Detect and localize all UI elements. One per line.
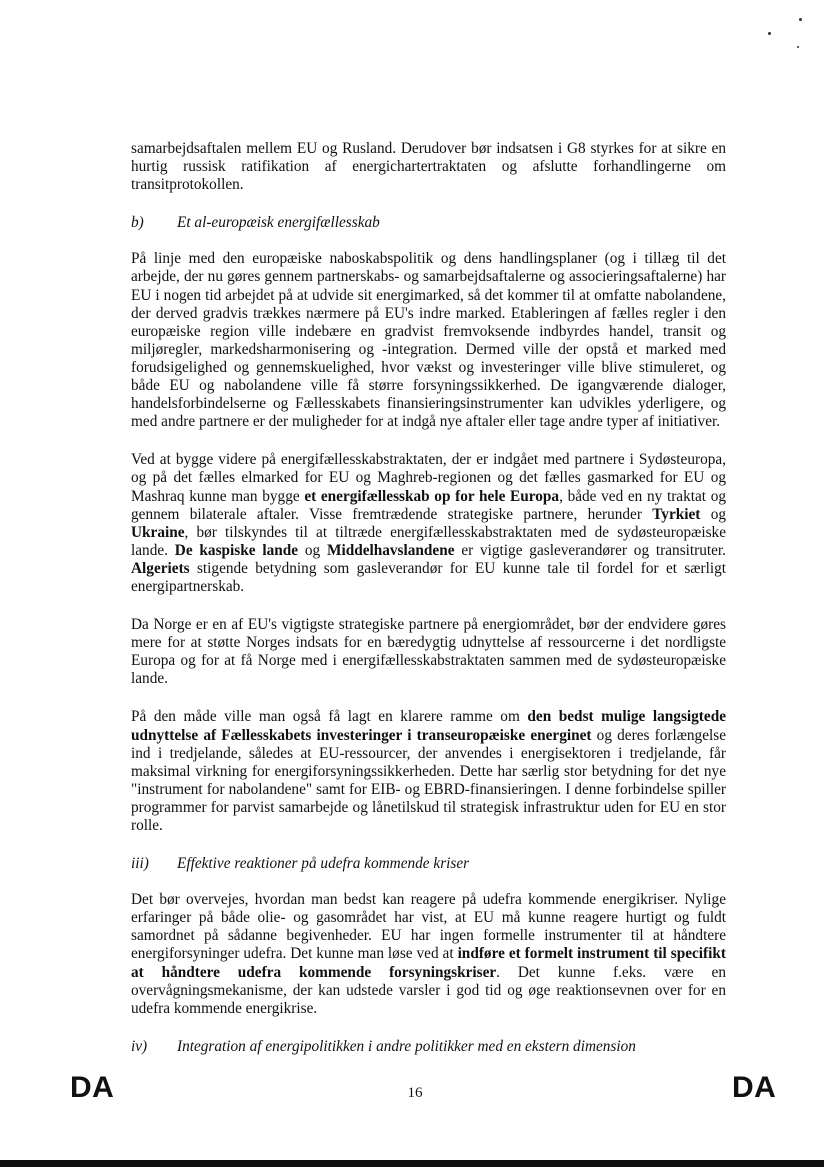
section-title: Integration af energipolitikken i andre politikker med en ekstern dimension (177, 1037, 636, 1055)
paragraph (131, 891, 726, 1018)
text-run: , både ved en ny traktat og gennem bilaterale aftaler. Visse fremtrædende strategiske partnere, herunder (131, 487, 726, 523)
paragraph (131, 451, 726, 596)
text-run: På den måde ville man også få lagt en klarere ramme om (131, 708, 528, 726)
bold-text: indføre et formelt instrument til specifikt at håndtere udefra kommende forsyningskriser (131, 945, 726, 981)
section-number: b) (131, 214, 144, 232)
document-body (131, 140, 726, 1074)
text-run: og (700, 505, 726, 523)
section-title: Et al-europæisk energifællesskab (177, 214, 380, 232)
scan-speck (799, 18, 802, 21)
text-run: og (298, 541, 327, 559)
text-run: . Det kunne f.eks. være en overvågningsmekanisme, der kan udstede varsler i god tid og øge reaktionsevnen over for en udefra kommende energikrise. (131, 963, 726, 1017)
bold-text: Algeriets (131, 559, 190, 577)
paragraph: På linje med den europæiske naboskabspolitik og dens handlingsplaner (og i tillæg til det arbejde, der nu gøres gennem partnerskabs- og samarbejdsaftalerne og associeringsaftalerne) har EU i nogen tid arbejdet på at udvide sit energimarked, så det kommer til at omfatte nabolandene, der derved gradvis trækkes nærmere på EU's indre marked. Etableringen af fælles regler i den europæiske region ville indebære en gradvist fremvoksende indbyrdes handel, transit og miljøregler, markedsharmonisering og -integration. Dermed ville der opstå et marked med forudsigelighed og gennemskuelighed, hvor vækst og investeringer ville blive stimuleret, og både EU og nabolandene ville få større forsyningssikkerhed. De igangværende dialoger, handelsforbindelserne og Fællesskabets finansieringsinstrumenter kan udvikles yderligere, og med andre partnere er der muligheder for at indgå nye aftaler eller tage andre typer af initiativer. (131, 250, 726, 431)
section-title: Effektive reaktioner på udefra kommende kriser (177, 855, 470, 873)
section-heading-iv (131, 1038, 726, 1056)
language-code-left: DA (70, 1071, 115, 1104)
section-heading-iii (131, 855, 726, 873)
section-number: iv) (131, 1037, 148, 1055)
scan-edge-bar (0, 1160, 824, 1167)
bold-text: Ukraine (131, 523, 185, 541)
text-run: , bør tilskyndes til at tiltræde energifællesskabstraktaten med de sydøsteuropæiske lande. (131, 523, 726, 559)
bold-text: Middelhavslandene (327, 541, 455, 559)
paragraph: samarbejdsaftalen mellem EU og Rusland. Derudover bør indsatsen i G8 styrkes for at sikre en hurtig russisk ratifikation af energichartertraktaten og afslutte forhandlingerne om transitprotokollen. (131, 140, 726, 194)
language-code-right: DA (732, 1071, 777, 1104)
text-run: stigende betydning som gasleverandør for EU kunne tale til fordel for et særligt energipartnerskab. (131, 559, 726, 595)
bold-text: De kaspiske lande (174, 541, 299, 559)
section-heading-b (131, 214, 726, 232)
text-run: er vigtige gasleverandører og transitruter. (454, 541, 726, 559)
text-run: Det bør overvejes, hvordan man bedst kan reagere på udefra kommende energikriser. Nylige erfaringer på både olie- og gasområdet har vist, at EU må kunne reagere hurtigt og fuldt samordnet på sådanne begivenheder. EU har ingen formelle instrumenter til at håndtere energiforsyninger udefra. Det kunne man løse ved at (131, 891, 726, 963)
scan-speck (797, 46, 799, 48)
bold-text: den bedst mulige langsigtede udnyttelse af Fællesskabets investeringer i transeuropæiske energinet (131, 708, 726, 744)
scan-speck (768, 32, 771, 35)
page-number: 16 (407, 1085, 423, 1101)
bold-text: Tyrkiet (652, 505, 701, 523)
text-run: Ved at bygge videre på energifællesskabstraktaten, der er indgået med partnere i Sydøsteuropa, og på det fælles elmarked for EU og Maghreb-regionen og det fælles gasmarked for EU og Mashraq kunne man bygge (131, 451, 726, 505)
paragraph: Da Norge er en af EU's vigtigste strategiske partnere på energiområdet, bør der endvidere gøres mere for at støtte Norges indsats for en bæredygtig udnyttelse af ressourcerne i det nordligste Europa og for at få Norge med i energifællesskabstraktaten sammen med de sydøsteuropæiske lande. (131, 616, 726, 688)
section-number: iii) (131, 855, 149, 873)
paragraph (131, 708, 726, 835)
text-run: og deres forlængelse ind i tredjelande, således at EU-ressourcer, der anvendes i energisektoren i tredjelande, får maksimal virkning for energiforsyningssikkerheden. Dette har særlig stor betydning for det nye "instrument for nabolandene" samt for EIB- og EBRD-finansieringen. I denne forbindelse spiller programmer for parvist samarbejde og lånetilskud til strategisk infrastruktur uden for EU en stor rolle. (131, 726, 726, 834)
bold-text: et energifællesskab op for hele Europa (304, 487, 560, 505)
